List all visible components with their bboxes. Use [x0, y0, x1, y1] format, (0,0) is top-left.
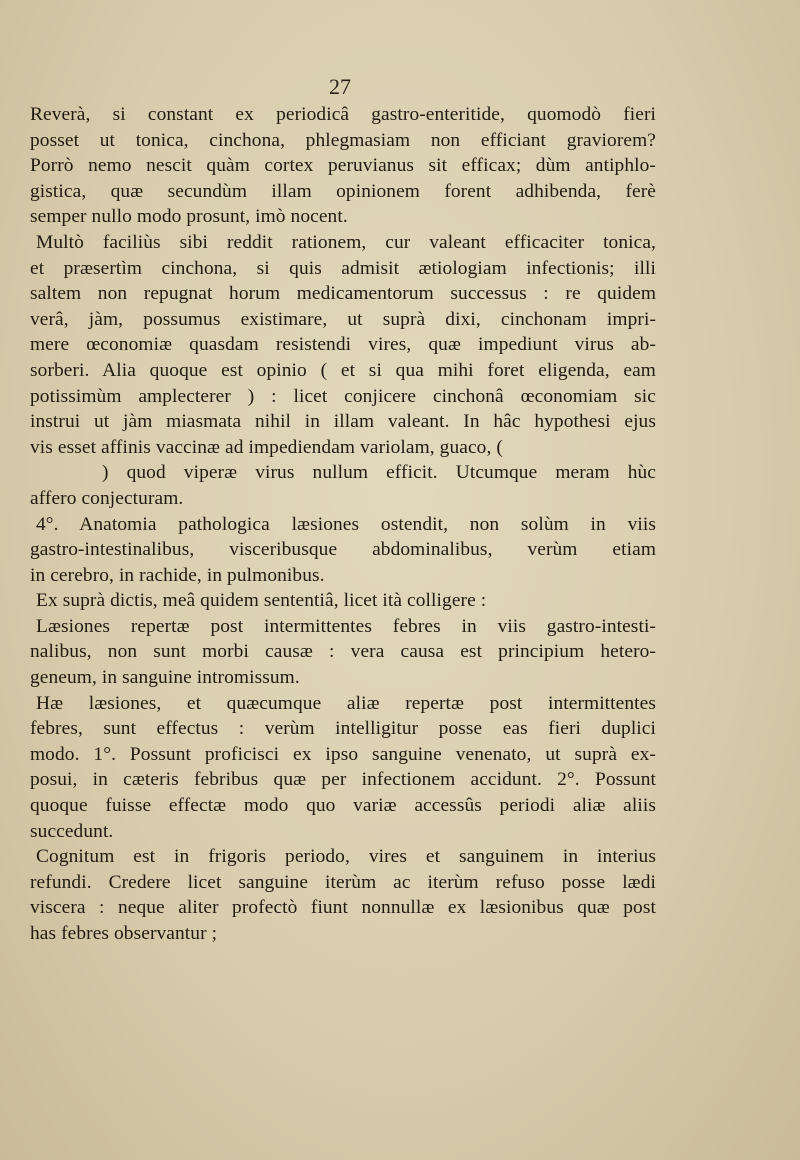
text-line: gistica, quæ secundùm illam opinionem forent adhibenda, ferè	[30, 180, 656, 202]
text-line: posset ut tonica, cinchona, phlegmasiam non efficiant graviorem?	[30, 129, 656, 151]
text-line: modo. 1°. Possunt proficisci ex ipso sanguine venenato, ut suprà ex-	[30, 743, 656, 765]
text-line: mere œconomiæ quasdam resistendi vires, quæ impediunt virus ab-	[30, 334, 656, 356]
text-line: Hæ læsiones, et quæcumque aliæ repertæ post intermittentes	[36, 692, 656, 714]
text-line: ) quod viperæ virus nullum efficit. Utcumque meram hùc	[102, 462, 656, 484]
text-line: Reverà, si constant ex periodicâ gastro-enteritide, quomodò fieri	[30, 104, 656, 125]
text-line: in cerebro, in rachide, in pulmonibus.	[30, 564, 325, 586]
text-line: Ex suprà dictis, meâ quidem sententiâ, licet ità colligere :	[36, 590, 487, 612]
text-line: sorberi. Alia quoque est opinio ( et si qua mihi foret eligenda, eam	[30, 359, 656, 381]
text-line: has febres observantur ;	[30, 923, 218, 944]
text-line: geneum, in sanguine intromissum.	[30, 667, 300, 689]
text-line: 4°. Anatomia pathologica læsiones ostendit, non solùm in viis	[36, 513, 656, 535]
text-line: affero conjecturam.	[30, 487, 184, 509]
text-line: potissimùm amplecterer ) : licet conjicere cinchonâ œconomiam sic	[30, 385, 656, 407]
body-text	[30, 102, 656, 947]
text-line: succedunt.	[30, 820, 114, 842]
text-line: Læsiones repertæ post intermittentes febres in viis gastro-intesti-	[36, 615, 656, 637]
text-line: viscera : neque aliter profectò fiunt nonnullæ ex læsionibus quæ post	[30, 897, 656, 919]
text-line: et præsertìm cinchona, si quis admisit ætiologiam infectionis; illi	[30, 257, 656, 279]
text-line: refundi. Credere licet sanguine iterùm ac iterùm refuso posse lædi	[30, 871, 656, 893]
text-line: instrui ut jàm miasmata nihil in illam valeant. In hâc hypothesi ejus	[30, 411, 656, 433]
text-line: posui, in cæteris febribus quæ per infectionem accidunt. 2°. Possunt	[30, 769, 656, 791]
text-line: semper nullo modo prosunt, imò nocent.	[30, 206, 348, 228]
page-number: 27	[329, 74, 351, 99]
text-line: vis esset affinis vaccinæ ad impediendam variolam, guaco, (	[30, 436, 503, 458]
text-line: Multò faciliùs sibi reddit rationem, cur valeant efficaciter tonica,	[36, 231, 656, 253]
text-line: nalibus, non sunt morbi causæ : vera causa est principium hetero-	[30, 641, 656, 663]
text-line: verâ, jàm, possumus existimare, ut suprà dixi, cinchonam impri-	[30, 308, 656, 330]
text-line: quoque fuisse effectæ modo quo variæ accessûs periodi aliæ aliis	[30, 795, 656, 817]
text-line: Cognitum est in frigoris periodo, vires et sanguinem in interius	[36, 846, 656, 868]
text-line: saltem non repugnat horum medicamentorum successus : re quidem	[30, 283, 656, 305]
text-line: Porrò nemo nescit quàm cortex peruvianus sit efficax; dùm antiphlo-	[30, 155, 656, 177]
text-line: febres, sunt effectus : verùm intelligitur posse eas fieri duplici	[30, 718, 656, 740]
text-line: gastro-intestinalibus, visceribusque abdominalibus, verùm etiam	[30, 539, 656, 561]
